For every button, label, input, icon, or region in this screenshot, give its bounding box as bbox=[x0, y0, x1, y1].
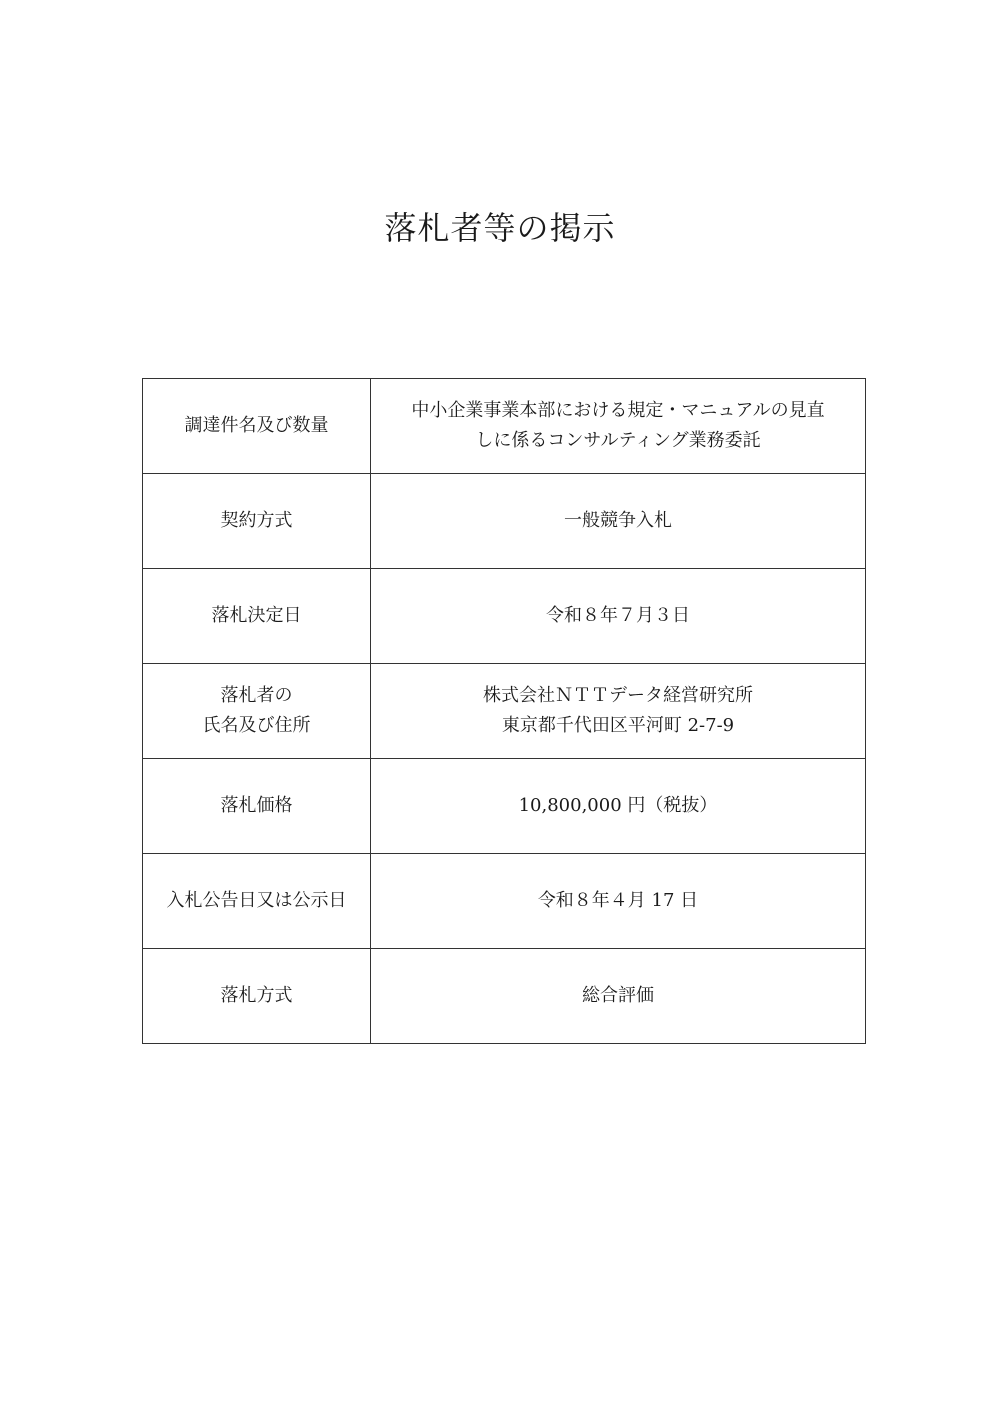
value-text: 10,800,000 円（税抜） bbox=[518, 795, 718, 816]
table-row-announcement-date bbox=[143, 854, 866, 949]
row-value bbox=[371, 949, 866, 1044]
value-text: 令和８年４月 17 日 bbox=[537, 890, 699, 911]
label-text: 氏名及び住所 bbox=[202, 715, 311, 736]
row-label bbox=[143, 854, 371, 949]
table-row-contract-method bbox=[143, 474, 866, 569]
row-label bbox=[143, 949, 371, 1044]
value-text: 東京都千代田区平河町 2-7-9 bbox=[501, 715, 735, 736]
row-label bbox=[143, 569, 371, 664]
value-text: 株式会社ＮＴＴデータ経営研究所 bbox=[483, 685, 753, 706]
label-text: 調達件名及び数量 bbox=[184, 415, 329, 436]
table-row-procurement-subject bbox=[143, 379, 866, 474]
table-row-award-method bbox=[143, 949, 866, 1044]
table-row-winner bbox=[143, 664, 866, 759]
row-label bbox=[143, 379, 371, 474]
row-value bbox=[371, 759, 866, 854]
value-text: しに係るコンサルティング業務委託 bbox=[475, 430, 761, 451]
label-text: 入札公告日又は公示日 bbox=[166, 890, 347, 911]
value-text: 中小企業事業本部における規定・マニュアルの見直 bbox=[411, 400, 825, 421]
row-label bbox=[143, 664, 371, 759]
row-value bbox=[371, 379, 866, 474]
row-label bbox=[143, 759, 371, 854]
label-text: 落札価格 bbox=[220, 795, 293, 816]
value-text: 令和８年７月３日 bbox=[546, 605, 690, 626]
label-text: 落札者の bbox=[220, 685, 293, 706]
value-text: 一般競争入札 bbox=[564, 510, 672, 531]
label-text: 落札決定日 bbox=[211, 605, 302, 626]
row-value bbox=[371, 664, 866, 759]
award-notice-table bbox=[142, 378, 866, 1044]
table-row-award-price bbox=[143, 759, 866, 854]
row-value bbox=[371, 474, 866, 569]
label-text: 落札方式 bbox=[220, 985, 293, 1006]
label-text: 契約方式 bbox=[220, 510, 293, 531]
row-label bbox=[143, 474, 371, 569]
value-text: 総合評価 bbox=[582, 985, 654, 1006]
table-row-award-date bbox=[143, 569, 866, 664]
page-title: 落札者等の掲示 bbox=[384, 209, 616, 247]
row-value bbox=[371, 569, 866, 664]
row-value bbox=[371, 854, 866, 949]
